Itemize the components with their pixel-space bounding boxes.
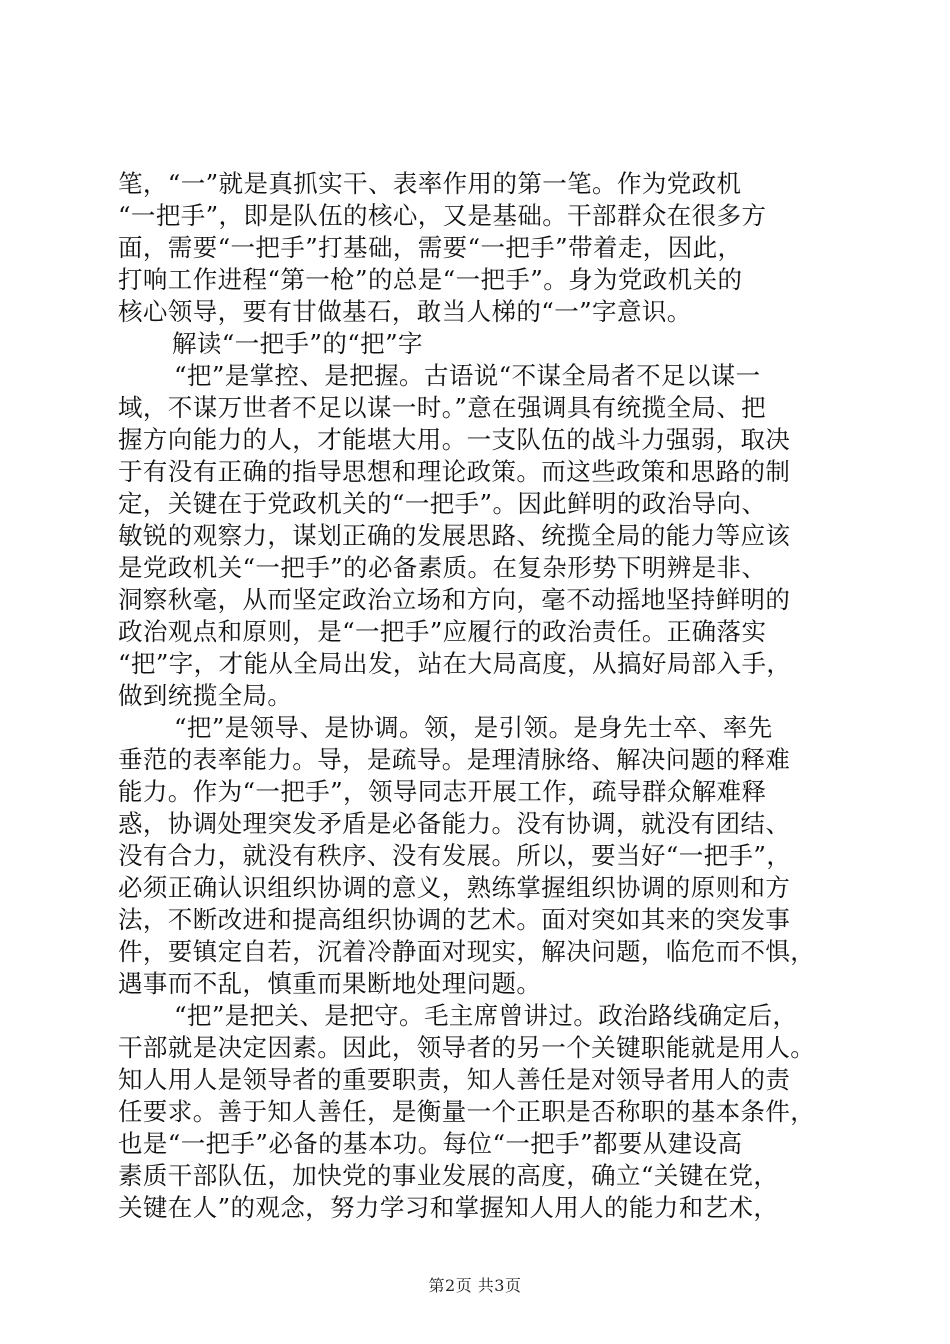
text-line: 必须正确认识组织协调的意义，熟练掌握组织协调的原则和方 <box>118 873 791 902</box>
text-line: 于有没有正确的指导思想和理论政策。而这些政策和思路的制 <box>118 457 791 486</box>
text-line: 定，关键在于党政机关的“一把手”。因此鲜明的政治导向、 <box>118 489 767 518</box>
text-line: 法，不断改进和提高组织协调的艺术。面对突如其来的突发事 <box>118 905 791 934</box>
text-line: 没有合力，就没有秩序、没有发展。所以，要当好“一把手”， <box>118 841 792 870</box>
text-line: 政治观点和原则，是“一把手”应履行的政治责任。正确落实 <box>118 617 767 646</box>
text-line: 做到统揽全局。 <box>118 681 293 710</box>
text-line: 关键在人”的观念，努力学习和掌握知人用人的能力和艺术， <box>118 1193 779 1222</box>
text-line: 打响工作进程“第一枪”的总是“一把手”。身为党政机关的 <box>118 265 743 294</box>
page-footer <box>0 1273 950 1296</box>
text-line: 能力。作为“一把手”，领导同志开展工作，疏导群众解难释 <box>118 777 767 806</box>
text-line: 洞察秋毫，从而坚定政治立场和方向，毫不动摇地坚持鲜明的 <box>118 585 791 614</box>
text-line: 惑，协调处理突发矛盾是必备能力。没有协调，就没有团结、 <box>118 809 791 838</box>
text-line: 是党政机关“一把手”的必备素质。在复杂形势下明辨是非、 <box>118 553 767 582</box>
text-line: 笔，“一”就是真抓实干、表率作用的第一笔。作为党政机 <box>118 169 742 198</box>
text-line: 知人用人是领导者的重要职责，知人善任是对领导者用人的责 <box>118 1065 791 1094</box>
text-line: “一把手”，即是队伍的核心，又是基础。干部群众在很多方 <box>118 201 767 230</box>
page-number-label: 第2页 共3页 <box>428 1276 522 1295</box>
text-line: 任要求。善于知人善任，是衡量一个正职是否称职的基本条件， <box>118 1097 816 1126</box>
text-line: “把”是掌控、是把握。古语说“不谋全局者不足以谋一 <box>174 361 761 390</box>
text-line: 也是“一把手”必备的基本功。每位“一把手”都要从建设高 <box>118 1129 743 1158</box>
text-line: “把”字，才能从全局出发，站在大局高度，从搞好局部入手， <box>118 649 792 678</box>
text-line: 干部就是决定因素。因此，领导者的另一个关键职能就是用人。 <box>118 1033 816 1062</box>
text-line: 敏锐的观察力，谋划正确的发展思路、统揽全局的能力等应该 <box>118 521 791 550</box>
section-heading: 解读“一把手”的“把”字 <box>172 329 423 358</box>
text-line: “把”是领导、是协调。领，是引领。是身先士卒、率先 <box>174 713 773 742</box>
text-line: 垂范的表率能力。导，是疏导。是理清脉络、解决问题的释难 <box>118 745 791 774</box>
text-line: 面，需要“一把手”打基础，需要“一把手”带着走，因此， <box>118 233 743 262</box>
text-line: 件，要镇定自若，沉着冷静面对现实，解决问题，临危而不惧， <box>118 937 816 966</box>
text-line: 握方向能力的人，才能堪大用。一支队伍的战斗力强弱，取决 <box>118 425 791 454</box>
text-line: 素质干部队伍，加快党的事业发展的高度，确立“关键在党， <box>118 1161 779 1190</box>
text-line: “把”是把关、是把守。毛主席曾讲过。政治路线确定后， <box>174 1001 798 1030</box>
body-text <box>118 168 840 1224</box>
text-line: 核心领导，要有甘做基石，敢当人梯的“一”字意识。 <box>118 297 692 326</box>
text-line: 遇事而不乱，慎重而果断地处理问题。 <box>118 969 542 998</box>
text-line: 域，不谋万世者不足以谋一时。”意在强调具有统揽全局、把 <box>118 393 767 422</box>
